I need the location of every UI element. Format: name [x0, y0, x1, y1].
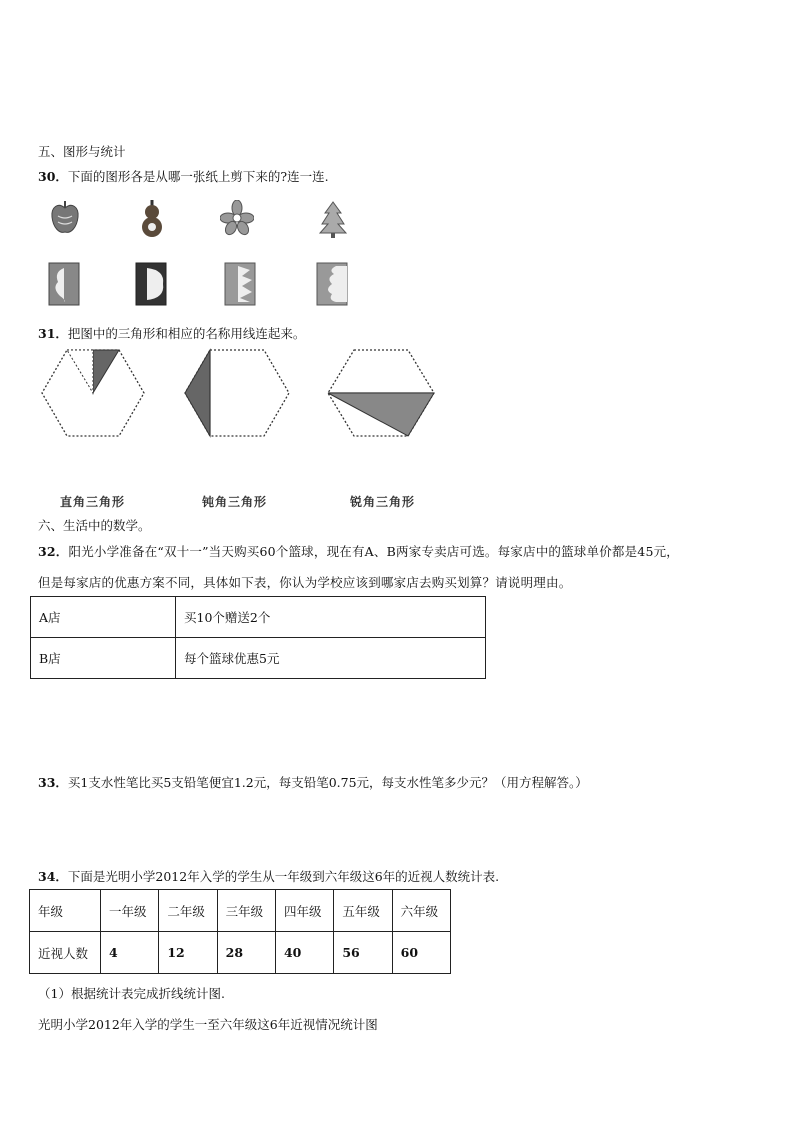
q34-number: 34．: [38, 869, 68, 884]
hexagon-right-triangle: [40, 346, 146, 440]
q32-number: 32．: [38, 544, 69, 559]
q34-chart-title: 光明小学2012年入学的学生一至六年级这6年近视情况统计图: [38, 1017, 378, 1032]
folded-paper-3: [224, 262, 256, 306]
value-cell: 28: [217, 932, 275, 974]
q33-question: [38, 773, 588, 791]
offer-cell: 每个篮球优惠5元: [176, 638, 486, 679]
q31-question: [38, 324, 305, 342]
value-cell: 60: [392, 932, 450, 974]
table-header-row: [30, 890, 451, 932]
table-row: [31, 638, 486, 679]
q34-text: 下面是光明小学2012年入学的学生从一年级到六年级这6年的近视人数统计表.: [67, 869, 500, 884]
header-cell: 二年级: [159, 890, 217, 932]
q30-question: [38, 167, 329, 185]
tree-shape: [318, 200, 348, 238]
q34-myopia-table: [29, 889, 451, 974]
section5-heading: 五、图形与统计: [38, 144, 126, 159]
label-right-triangle: 直角三角形: [60, 495, 126, 509]
q32-text-line1: 阳光小学准备在“双十一”当天购买60个篮球，现在有A、B两家专卖店可选。每家店中的篮球单价都是45元，: [68, 544, 680, 559]
label-acute-triangle: 锐角三角形: [350, 495, 416, 509]
q33-number: 33．: [38, 775, 68, 790]
table-row: [31, 597, 486, 638]
q31-text: 把图中的三角形和相应的名称用线连起来。: [67, 326, 306, 341]
folded-paper-4: [316, 262, 348, 306]
value-cell: 40: [275, 932, 333, 974]
header-cell: 年级: [30, 890, 101, 932]
q33-text: 买1支水性笔比买5支铅笔便宜1.2元，每支铅笔0.75元，每支水性笔多少元？（用方程解答。）: [67, 775, 588, 790]
store-cell: A店: [31, 597, 176, 638]
label-obtuse-triangle: 钝角三角形: [202, 495, 268, 509]
value-cell: 4: [101, 932, 159, 974]
folded-paper-2: [135, 262, 167, 306]
q30-text: 下面的图形各是从哪一张纸上剪下来的?连一连.: [67, 169, 329, 184]
store-cell: B店: [31, 638, 176, 679]
header-cell: 五年级: [334, 890, 392, 932]
value-cell: 12: [159, 932, 217, 974]
q34-question: [38, 867, 499, 885]
gourd-shape: [136, 200, 168, 238]
header-cell: 一年级: [101, 890, 159, 932]
q31-number: 31．: [38, 326, 68, 341]
hexagon-obtuse-triangle: [183, 346, 291, 440]
offer-cell: 买10个赠送2个: [176, 597, 486, 638]
flower-shape: [220, 200, 254, 236]
row-label-cell: 近视人数: [30, 932, 101, 974]
section6-heading: 六、生活中的数学。: [38, 518, 151, 533]
header-cell: 四年级: [275, 890, 333, 932]
q32-question-line1: [38, 542, 679, 560]
q32-text-line2: 但是每家店的优惠方案不同，具体如下表，你认为学校应该到哪家店去购买划算？请说明理由。: [38, 575, 572, 590]
folded-paper-1: [48, 262, 80, 306]
header-cell: 三年级: [217, 890, 275, 932]
q34-sub1: （1）根据统计表完成折线统计图.: [38, 986, 225, 1001]
hexagon-acute-triangle: [326, 346, 436, 440]
table-row: [30, 932, 451, 974]
value-cell: 56: [334, 932, 392, 974]
apple-shape: [50, 200, 80, 236]
q32-offer-table: [30, 596, 486, 679]
q30-number: 30．: [38, 169, 68, 184]
header-cell: 六年级: [392, 890, 450, 932]
